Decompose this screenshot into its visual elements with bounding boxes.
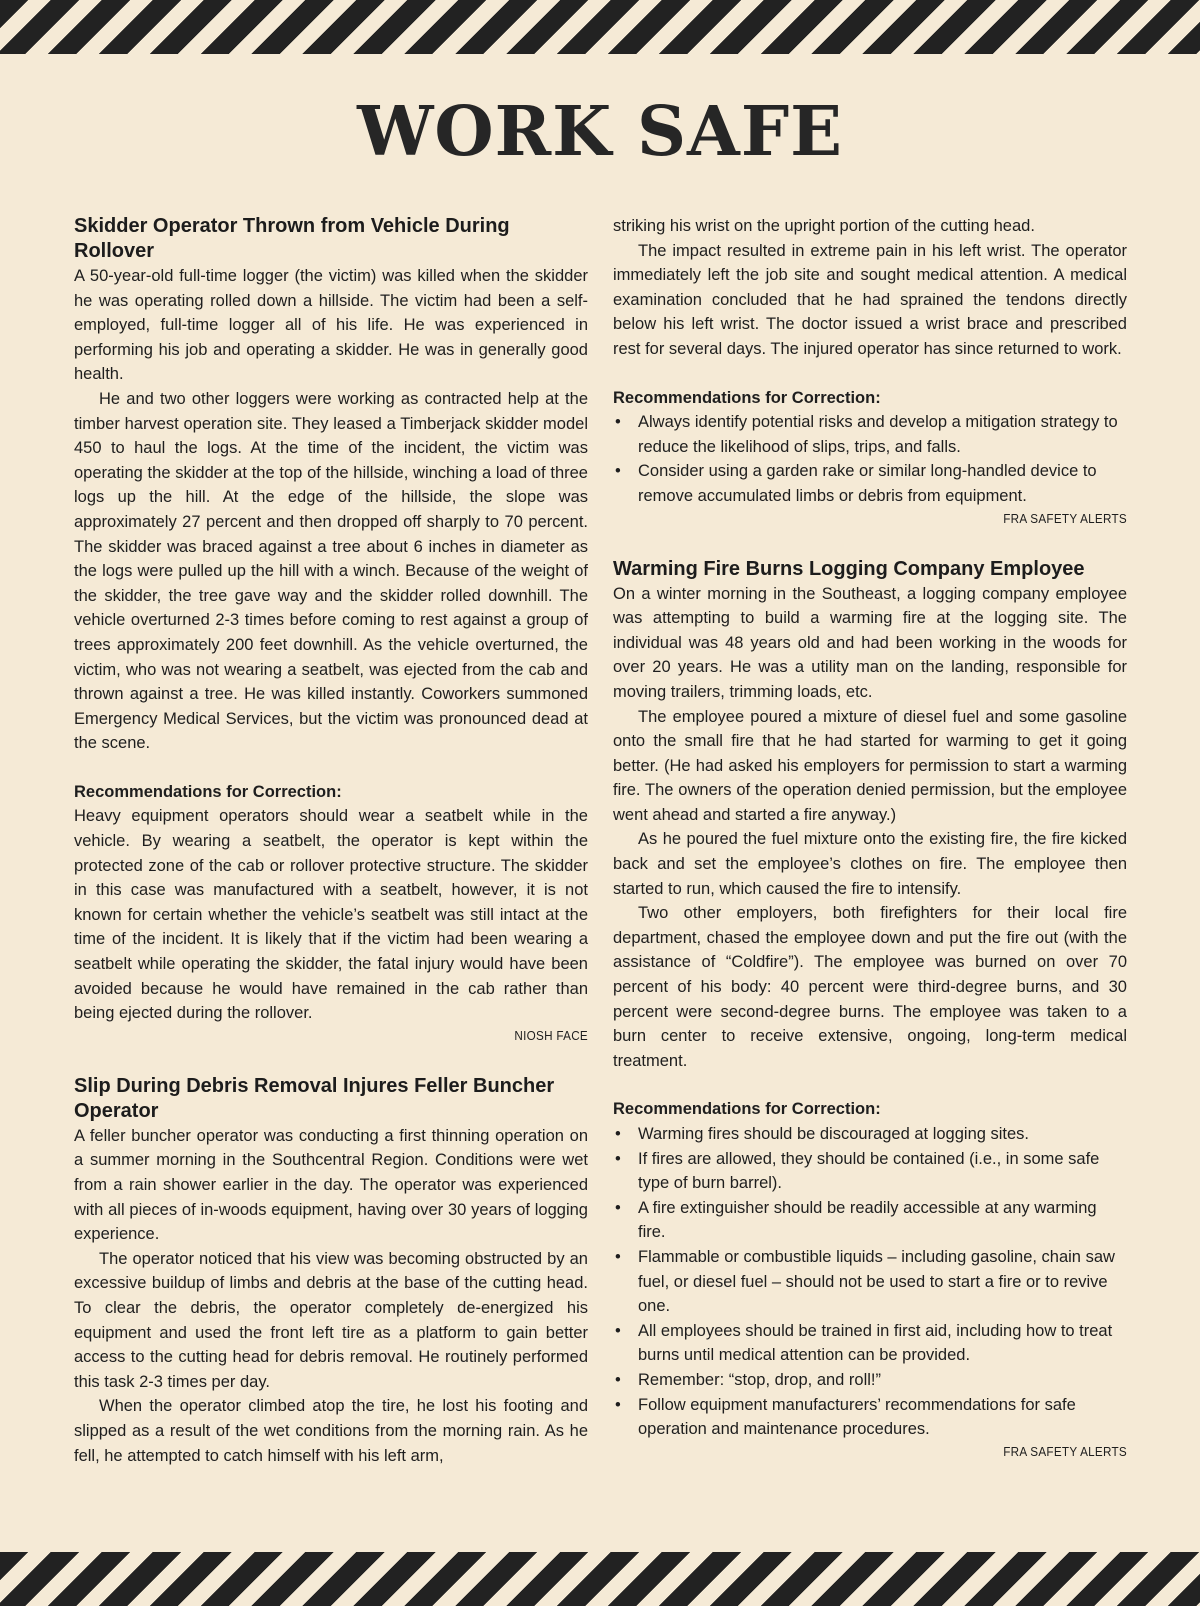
recommendation-item: • A fire extinguisher should be readily accessible at any warming fire. [613,1196,1127,1245]
article-feller-buncher [74,1074,588,1468]
recommendation-item: • All employees should be trained in first aid, including how to treat burns until medical attention can be provided. [613,1319,1127,1368]
article-paragraph: The employee poured a mixture of diesel fuel and some gasoline onto the small fire that he had started for warming to get it going better. (He had asked his employers for permission to start a warming fire. The owners of the operation denied permission, but the employee went ahead and started a fire anyway.) [613,707,1127,824]
recommendation-item: • Flammable or combustible liquids – including gasoline, chain saw fuel, or diesel fuel – should not be used to start a fire or to revive one. [613,1245,1127,1319]
article-title: Slip During Debris Removal Injures Feller Buncher Operator [74,1074,555,1122]
article-feller-buncher-continued [613,214,1127,529]
hazard-stripe-bottom [0,1552,1200,1606]
article-skidder [74,214,588,1046]
article-paragraph: Two other employers, both firefighters for their local fire department, chased the employee down and put the fire out (with the assistance of “Coldfire”). The employee was burned on over 70 percent of his body: 40 percent were third-degree burns, and 30 percent were second-degree burns. The employee was taken to a burn center to receive extensive, ongoing, long-term medical treatment. [613,904,1127,1070]
article-paragraph: striking his wrist on the upright portion of the cutting head. [613,217,1035,235]
recommendations-heading: Recommendations for Correction: [613,1100,881,1119]
article-paragraph: He and two other loggers were working as contracted help at the timber harvest operation site. They leased a Timberjack skidder model 450 to haul the logs. At the time of the incident, the victim was operating the skidder at the top of the hillside, winching a load of three logs up the hill. At the edge of the hillside, the slope was approximately 27 percent and then dropped off sharply to 70 percent. The skidder was braced against a tree about 6 inches in diameter as the logs were pulled up the hill with a winch. Because of the weight of the skidder, the tree gave way and the skidder rolled downhill. The vehicle overturned 2-3 times before coming to rest against a group of trees approximately 200 feet downhill. As the vehicle overturned, the victim, who was not wearing a seatbelt, was ejected from the cab and thrown against a tree. He was killed instantly. Coworkers summoned Emergency Medical Services, but the victim was pronounced dead at the scene. [74,389,588,753]
article-title: Skidder Operator Thrown from Vehicle During Rollover [74,215,510,262]
article-source: FRA SAFETY ALERTS [1003,510,1127,526]
article-paragraph: The operator noticed that his view was becoming obstructed by an excessive buildup of limbs and debris at the base of the cutting head. To clear the debris, the operator completely de-energized his equipment and used the front left tire as a platform to gain better access to the cutting head for debris removal. He routinely performed this task 2-3 times per day. [74,1249,588,1391]
column-right [613,214,1127,1490]
recommendations-list [613,410,1127,508]
article-paragraph: A 50-year-old full-time logger (the victim) was killed when the skidder he was operating rolled down a hillside. The victim had been a self-employed, full-time logger all of his life. He was experienced in performing his job and operating a skidder. He was in generally good health. [74,267,588,384]
recommendation-item: • Warming fires should be discouraged at logging sites. [613,1122,1127,1147]
recommendations-heading: Recommendations for Correction: [74,782,342,801]
hazard-stripe-top [0,0,1200,54]
article-paragraph: On a winter morning in the Southeast, a logging company employee was attempting to build a warming fire at the logging site. The individual was 48 years old and had been working in the woods for over 20 years. He was a utility man on the landing, responsible for moving trailers, trimming loads, etc. [613,584,1127,701]
article-paragraph: As he poured the fuel mixture onto the existing fire, the fire kicked back and set the employee’s clothes on fire. The employee then started to run, which caused the fire to intensify. [613,830,1127,898]
recommendations-text: Heavy equipment operators should wear a seatbelt while in the vehicle. By wearing a seatbelt, the operator is kept within the protected zone of the cab or rollover protective structure. The skidder in this case was manufactured with a seatbelt, however, it is not known for certain whether the vehicle’s seatbelt was still intact at the time of the incident. It is likely that if the victim had been wearing a seatbelt while operating the skidder, the fatal injury would have been avoided because he would have remained in the cab rather than being ejected during the rollover. [74,807,588,1023]
recommendation-item: • If fires are allowed, they should be contained (i.e., in some safe type of burn barrel). [613,1147,1127,1196]
recommendations-heading: Recommendations for Correction: [613,388,881,407]
recommendation-item: • Remember: “stop, drop, and roll!” [613,1368,1127,1393]
article-warming-fire [613,557,1127,1462]
page-title: WORK SAFE [357,92,843,172]
recommendation-item: • Consider using a garden rake or similar long-handled device to remove accumulated limbs or debris from equipment. [613,459,1127,508]
recommendations-list [613,1122,1127,1442]
article-title: Warming Fire Burns Logging Company Employee [613,557,1085,580]
recommendation-item: • Follow equipment manufacturers’ recommendations for safe operation and maintenance procedures. [613,1393,1127,1442]
article-paragraph: A feller buncher operator was conducting a first thinning operation on a summer morning in the Southcentral Region. Conditions were wet from a rain shower earlier in the day. The operator was experienced with all pieces of in-woods equipment, having over 30 years of logging experience. [74,1126,588,1244]
column-left [74,214,588,1496]
article-source: NIOSH FACE [514,1027,588,1043]
recommendation-item: • Always identify potential risks and develop a mitigation strategy to reduce the likelihood of slips, trips, and falls. [613,410,1127,459]
article-paragraph: The impact resulted in extreme pain in his left wrist. The operator immediately left the job site and sought medical attention. A medical examination concluded that he had sprained the tendons directly below his left wrist. The doctor issued a wrist brace and prescribed rest for several days. The injured operator has since returned to work. [613,241,1127,358]
article-source: FRA SAFETY ALERTS [1003,1443,1127,1459]
article-paragraph: When the operator climbed atop the tire, he lost his footing and slipped as a result of the wet conditions from the morning rain. As he fell, he attempted to catch himself with his left arm, [74,1397,588,1465]
